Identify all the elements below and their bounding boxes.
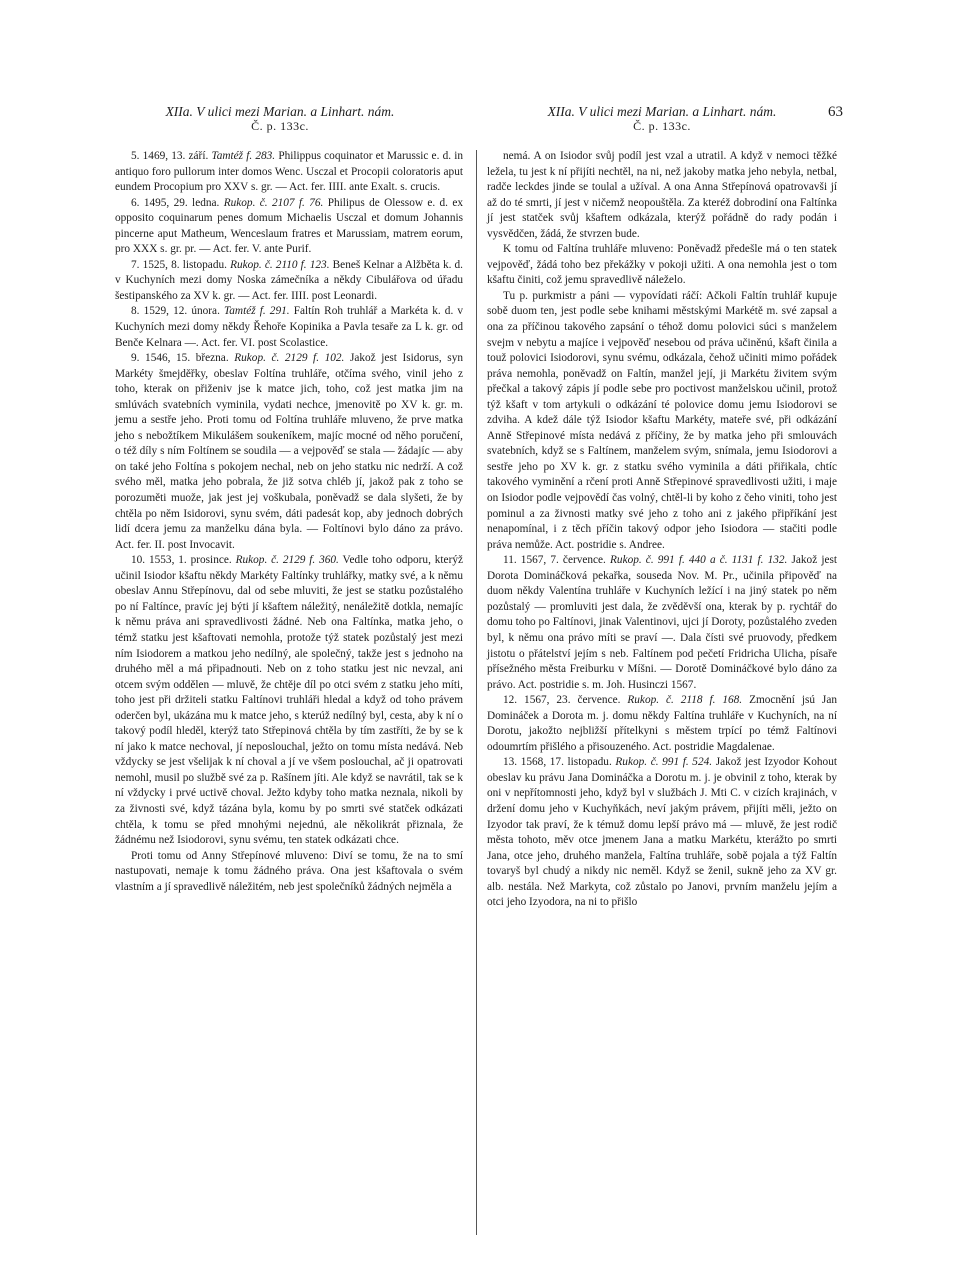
paragraph — [487, 289, 837, 553]
running-header-left — [130, 104, 430, 134]
entry-heading: 8. 1529, 12. února. — [131, 305, 220, 318]
entry-body: Jakož jest Izyodor Kohout obeslav ku právu Jana Domináčka a Dorotu m. j. je obvinil z toho, kterak by oni v nepřítomnosti jeho, když byl v službách J. Mti C. v cizích krajinách, v držení domu jeho v Kuchyňkách, neví jakým právem, přijíti měli, ježto on Izyodor tak praví, že k témuž domu lepší právo má — mluvě, že jest rodič města tohoto, měv otce jmenem Jana a matku Markétu, kterážto po smrti Jana, otce jeho, druhého manžela, Faltína truhláře, sobě pojala a týž Faltín tovaryš byl chudý a nikdy nic neměl. Když se ženil, sukně jeho za XV gr. alb. nestála. Než Markyta, což zůstalo po Janovi, prvním manželu jejím a otci jeho Izyodora, na ni to přišlo — [487, 756, 837, 909]
entry-body: Philipus de Olessow e. d. ex opposito coquinarum penes domum Michaelis Usczal et domum Johannis pincerne aput Matheum, Wenceslaum fratres et Marussiam, matrem eorum, pro XXX s. gr. pr. — Act. fer. V. ante Purif. — [115, 196, 464, 256]
entry-body: Vedle toho odporu, kterýž učinil Isiodor kšaftu někdy Markéty Faltínky truhlářky, matky své, a k němu obeslav Annu Střepínovu, dal od sebe mluviti, že jest se statku pozůstalého po ní Faltínce, pravíc jej býti jí kšaftem náležitý, nenáležitě dotkla, nemajíc k němu práva ani spravedlivosti žádné. Neb ona Faltínka, matka jeho, o témž statku jest kšaftovati nemohla, protože týž statek pozůstalý jest mezi ním Isiodorem a matkou jeho nedílný, ale společný, takže jest s jednoho na druhého měl a má připadnouti. Neb on z toho statku jest nic nevzal, ani otcem svým oddělen — mluvě, že chtěje díl po otci svém z statku jeho míti, toho jest při držiteli statku Faltínovi truhláři hledal a když od toho právem oderčen byl, ukázána mu k matce jeho, s kterúž nedílný byl, cesta, aby k ní o takový podíl hleděl, kterýž tato Střepinová chtěla by tím zastříti, že by se k ní jako k matce nechoval, jí neposlouchal, ježto on tomu místa nedává. Neb vždycky se jest všelijak k ní choval a jí ve všem poslouchal, ač ji opatrovati nemohl, musil po službě své za p. Rašínem jíti. Ale když se navrátil, tak se k ní vždycky i prvé uctivě choval. Ježto kdyby toho matka neznala, nikoli by za živnosti své, když tázána byla, komu by po smrti své statček odkázati chtěla, k tomu se před mnohými nejednú, ale několikrát přiznala, že žádnému než Isiodorovi, synu svému, ten statek odkázati chce. — [115, 554, 463, 847]
entry-citation: Rukop. č. 991 f. 524. — [615, 756, 713, 769]
entry-citation: Rukop. č. 991 f. 440 a č. 1131 f. 132. — [610, 554, 788, 567]
entry-body: Zmocnění jsú Jan Domináček a Dorota m. j. domu někdy Faltína truhláře v Kuchyních, na ní Dorotu, jakožto nejbližší přítelkyni s městem trpící po témž Faltínovi odoumrtím přišlého a přisouzeného. Act. postridie Magdalenae. — [487, 694, 837, 753]
entry-citation: Rukop. č. 2118 f. 168. — [627, 694, 743, 707]
entry-heading: 5. 1469, 13. září. — [131, 150, 209, 162]
paragraph — [115, 553, 463, 848]
entry-citation: Tamtéž f. 291. — [224, 305, 290, 318]
entry-heading: 13. 1568, 17. listopadu. — [503, 756, 612, 769]
right-column — [487, 149, 837, 911]
paragraph — [115, 258, 463, 305]
running-header-right-title: XIIa. V ulici mezi Marian. a Linhart. nám. — [547, 104, 777, 119]
column-divider — [476, 150, 477, 1235]
entry-heading: 11. 1567, 7. července. — [503, 554, 606, 567]
paragraph — [115, 351, 463, 553]
paragraph — [487, 693, 837, 755]
entry-body: Jakož jest Isidorus, syn Markéty šmejděřky, obeslav Foltína truhláře, otčíma svého, vinil jeho z toho, kterak on přiženiv jse k matce jich, toho, což jest matka jim na smlúvách svatebních vyminila, vydati nechce, jmenovitě po XV k. gr. m. jemu a sestře jeho. Proti tomu od Foltína truhláře mluveno, že prve matka jeho s nebožtíkem Mikulášem soukeníkem, majíc mocné od něho poručení, o též díly s ním Foltínem se soudila — a vejpověď se stala — žádajíc — aby on také jeho Foltína s pokojem nechal, neb on jeho statku nic nedrží. A což svého měl, matka jeho pobrala, že již sotva chléb jí, jakož pak z toho se porozuměti muože, jak jest jej voškubala, poněvadž se dala slyšeti, že by chtěla po něm Isidorovi, synu svém, dáti padesát kop, aby jednoch dobrých lidí dcera jemu za manželku dána byla. — Foltínovi bylo dáno za právo. Act. fer. II. post Invocavit. — [115, 352, 463, 551]
paragraph — [487, 755, 837, 910]
paragraph — [115, 196, 463, 258]
entry-citation: Rukop. č. 2107 f. 76. — [223, 196, 324, 209]
running-header-right — [512, 104, 812, 134]
page-number: 63 — [828, 104, 843, 120]
running-header-left-title: XIIa. V ulici mezi Marian. a Linhart. nám. — [165, 104, 395, 119]
entry-body: Faltín Roh truhlář a Markéta k. d. v Kuchyních mezi domy někdy Řehoře Kopinika a Pavla tesaře za L k. gr. od Benče Kelnara —. Act. fer. VI. post Scolastice. — [115, 305, 464, 349]
entry-citation: Rukop. č. 2110 f. 123. — [230, 258, 330, 271]
running-header-right-subtitle: Č. p. 133c. — [633, 119, 691, 133]
entry-body: nemá. A on Isiodor svůj podíl jest vzal a utratil. A když v nemoci těžké ležela, tu jest k ní přijíti nechtěl, na ni, než jakoby matka jeho nebyla, netbal, radče leckdes jinde se toulal a užíval. A ona Anna Střepínová opatrovavši jí až do té smrti, jí jest v ničemž neopouštěla. Za kteréž dobrodiní ona Faltínka jí jest statček svůj kšaftem odkázala, kterýž pořádně do rady podán i vysvědčen, žádá, že stvrzen bude. — [487, 150, 837, 240]
paragraph — [115, 304, 463, 351]
paragraph — [487, 553, 837, 693]
paragraph — [487, 149, 837, 242]
paragraph — [487, 242, 837, 289]
paragraph — [115, 849, 463, 896]
entry-body: Beneš Kelnar a Alžběta k. d. v Kuchyních mezi domy Noska zámečníka a někdy Cibulářova od úřadu šestipanského za XV k. gr. — Act. fer. IIII. post Leonardi. — [115, 258, 463, 302]
entry-heading: 12. 1567, 23. července. — [503, 694, 621, 707]
entry-body: K tomu od Faltína truhláře mluveno: Poněvadž předešle má o ten statek vejpověď, žádá toho bez překážky v pokoji užiti. A ona nemohla jest o tom kšaftu činiti, což jemu spravedlivě náleželo. — [487, 243, 837, 287]
entry-heading: 7. 1525, 8. listopadu. — [131, 258, 227, 271]
entry-body: Jakož jest Dorota Domináčková pekařka, souseda Nov. M. Pr., učinila připověď na duom někdy Valentína truhláře v Kuchyních ležící i na jiný statek po něm pozůstalý — promluviti jest dala, že zvěděvší ona, kterak by p. rychtář do domu toho po Faltínovi, jinak Valentinovi, ujci jí Doroty, pozůstalého zveden byl, k němu ona právo míti se praví —. Dala čísti své pruovody, předkem jistotu o přátelství jejím s neb. Faltínem pod pečetí Fridricha Ulicha, písaře přísežného města Freiburku v Míšni. — Dorotě Domináčkové bylo dáno za právo. Act. postridie s. m. Joh. Husinczi 1567. — [487, 554, 838, 691]
entry-citation: Rukop. č. 2129 f. 360. — [235, 554, 339, 567]
entry-heading: 9. 1546, 15. března. — [131, 352, 229, 365]
entry-body: Tu p. purkmistr a páni — vypovídati ráčí: Ačkoli Faltín truhlář kupuje sobě duom ten, jest podle sebe knihami městskými Markétě m. své zapsal a ona za příčinou takového zapsání o téhož domu polovici súci s manželem svejm v nebytu a majíce i vejpověď nesebou od práva učiněnú, kšaft činila a touž polovici Isiodorovi, synu svému, odkázala, čehož učiniti mimo pořádek práva nemohla, poněvadž on Faltín, manžel její, ji Markétu živitem svým přečkal a takový zápis jí podle sebe pro poctivost manželskou učinil, protož týž kšaft v tom artykuli o odkázání té polovice domu jemu Isiodorovi se zdviha. A kdež dále týž Isiodor kšaftu Markéty, mateře své, při odkázání Anně Střepinové místa nedává z příčiny, že by matka jeho při smlouvách svatebních, když se s Faltínem, manželem svým, snímala, jemu Isiodorovi a sestře jeho po XV k. gr. z statku svého vyminila a dáti přiřikala, chtíc takového vyminění a rčení proti Anně Střepinové spravedlivosti užiti, i maje on Isiodor podle vejpovědí čas volný, chtěl-li by koho z čeho viniti, toho jest pominul a za živnosti matky své jeho z toho ani z jakého připříkání jest nenapomínal, i z těch příčin takový odpor jeho Isiodora — stačiti podle práva nemůže. Act. postridie s. Andree. — [487, 289, 837, 551]
paragraph — [115, 149, 463, 196]
entry-heading: 6. 1495, 29. ledna. — [131, 196, 220, 209]
entry-citation: Tamtéž f. 283. — [211, 150, 276, 162]
entry-heading: 10. 1553, 1. prosince. — [131, 554, 232, 567]
entry-body: Philippus coquinator et Marussic e. d. in antiquo foro pullorum inter domos Wenc. Usczal et Procopii coloratoris aput eundem Procopium pro XXV s. gr. — Act. fer. IIII. ante Exalt. s. crucis. — [115, 150, 463, 194]
left-column — [115, 149, 463, 895]
running-header-left-subtitle: Č. p. 133c. — [251, 119, 309, 133]
entry-body: Proti tomu od Anny Střepínové mluveno: Diví se tomu, že na to smí nastupovati, nemaje k tomu žádného práva. Ona jest kšaftovala o svém vlastním a jí spravedlivě náležitém, neb jest společníků žádných nejměla a — [115, 849, 463, 893]
entry-citation: Rukop. č. 2129 f. 102. — [234, 352, 345, 365]
